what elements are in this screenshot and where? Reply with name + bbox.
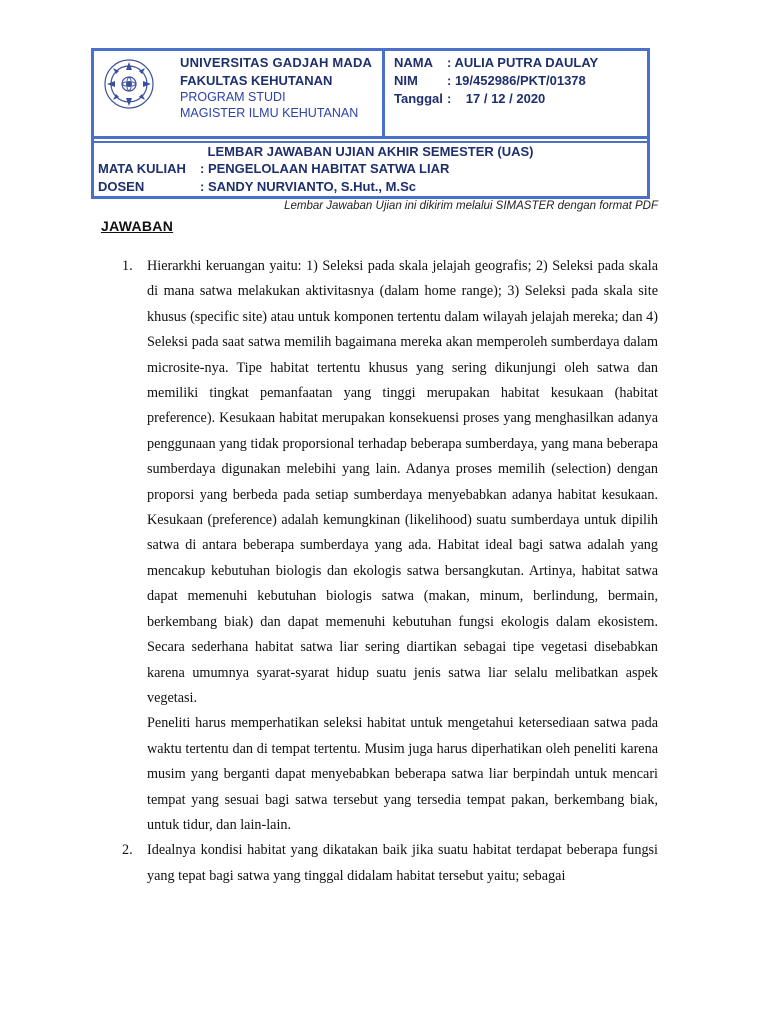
answer-paragraph: Peneliti harus memperhatikan seleksi habitat untuk mengetahui ketersediaan satwa pada waktu tertentu dan di tempat tertentu. Musim juga harus diperhatikan oleh peneliti karena musim yang berganti dapat menyebabkan beberapa satwa liar berpindah untuk mencari tempat yang sesuai bagi satwa tersebut yang tersedia tempat pakan, berkembang biak, untuk tidur, dan lain-lain.: [147, 715, 658, 833]
tanggal-value: : 17 / 12 / 2020: [447, 91, 546, 106]
program-line-2: MAGISTER ILMU KEHUTANAN: [180, 106, 359, 120]
university-name: UNIVERSITAS GADJAH MADA: [180, 55, 373, 70]
answer-item: [122, 254, 658, 838]
answer-item: [122, 838, 658, 889]
nim-value: : 19/452986/PKT/01378: [447, 73, 586, 88]
sheet-title: LEMBAR JAWABAN UJIAN AKHIR SEMESTER (UAS): [207, 144, 534, 159]
nama-label: NAMA: [394, 55, 433, 70]
section-title: JAWABAN: [101, 218, 174, 234]
nama-value: : AULIA PUTRA DAULAY: [447, 55, 599, 70]
header-divider: [382, 51, 385, 136]
submission-note: Lembar Jawaban Ujian ini dikirim melalui SIMASTER dengan format PDF: [284, 200, 658, 212]
lecturer-value: : SANDY NURVIANTO, S.Hut., M.Sc: [200, 179, 416, 194]
answer-paragraph: Idealnya kondisi habitat yang dikatakan baik jika suatu habitat terdapat beberapa fungsi yang tepat bagi satwa yang tinggal didalam habitat tersebut yaitu; sebagai: [147, 842, 658, 884]
lecturer-label: DOSEN: [98, 179, 145, 194]
answer-continuation: [147, 838, 658, 889]
answer-paragraph: Hierarkhi keruangan yaitu: 1) Seleksi pada skala jelajah geografis; 2) Seleksi pada skala di mana satwa melakukan aktivitasnya (dalam home range); 3) Seleksi pada skala site khusus (specific site) atau untuk komponen tertentu dalam wilayah jelajah mereka; dan 4) Seleksi pada saat satwa memilih bagaimana mereka akan memperoleh sumberdaya dalam microsite-nya. Tipe habitat tertentu khusus yang sering dikunjungi oleh satwa dan memiliki tingkat pemanfaatan yang tinggi merupakan habitat kesukaan (habitat preference). Kesukaan habitat merupakan konsekuensi proses yang menghasilkan adanya penggunaan yang tidak proporsional terhadap beberapa sumberdaya, yang mana beberapa sumberdaya digunakan melebihi yang lain. Adanya proses memilih (selection) dengan proporsi yang berbeda pada setiap sumberdaya menyebabkan adanya habitat kesukaan. Kesukaan (preference) adalah kemungkinan (likelihood) suatu sumberdaya untuk dipilih satwa di antara beberapa sumberdaya yang ada. Habitat ideal bagi satwa adalah yang mencakup kebutuhan biologis dan ekologis satwa bersangkutan. Artinya, habitat satwa dapat memenuhi kebutuhan biologis satwa (makan, minum, berlindung, bermain, berkembang biak) dan dapat memenuhi kebutuhan fungsi ekologis dalam ekosistem. Secara sederhana habitat satwa liar sering diartikan sebagai tipe vegetasi disebabkan karena umumnya syarat-syarat hidup suatu jenis satwa liar selalu melibatkan aspek vegetasi.: [147, 258, 658, 706]
ugm-seal-logo-icon: [103, 58, 155, 110]
nim-label: NIM: [394, 73, 418, 88]
course-value: : PENGELOLAAN HABITAT SATWA LIAR: [200, 161, 450, 176]
course-label: MATA KULIAH: [98, 161, 186, 176]
answer-number: 1.: [122, 258, 133, 274]
program-line-1: PROGRAM STUDI: [180, 90, 286, 104]
tanggal-label: Tanggal: [394, 91, 443, 106]
answer-number: 2.: [122, 842, 133, 859]
answer-list: [122, 254, 658, 889]
faculty-name: FAKULTAS KEHUTANAN: [180, 73, 333, 88]
